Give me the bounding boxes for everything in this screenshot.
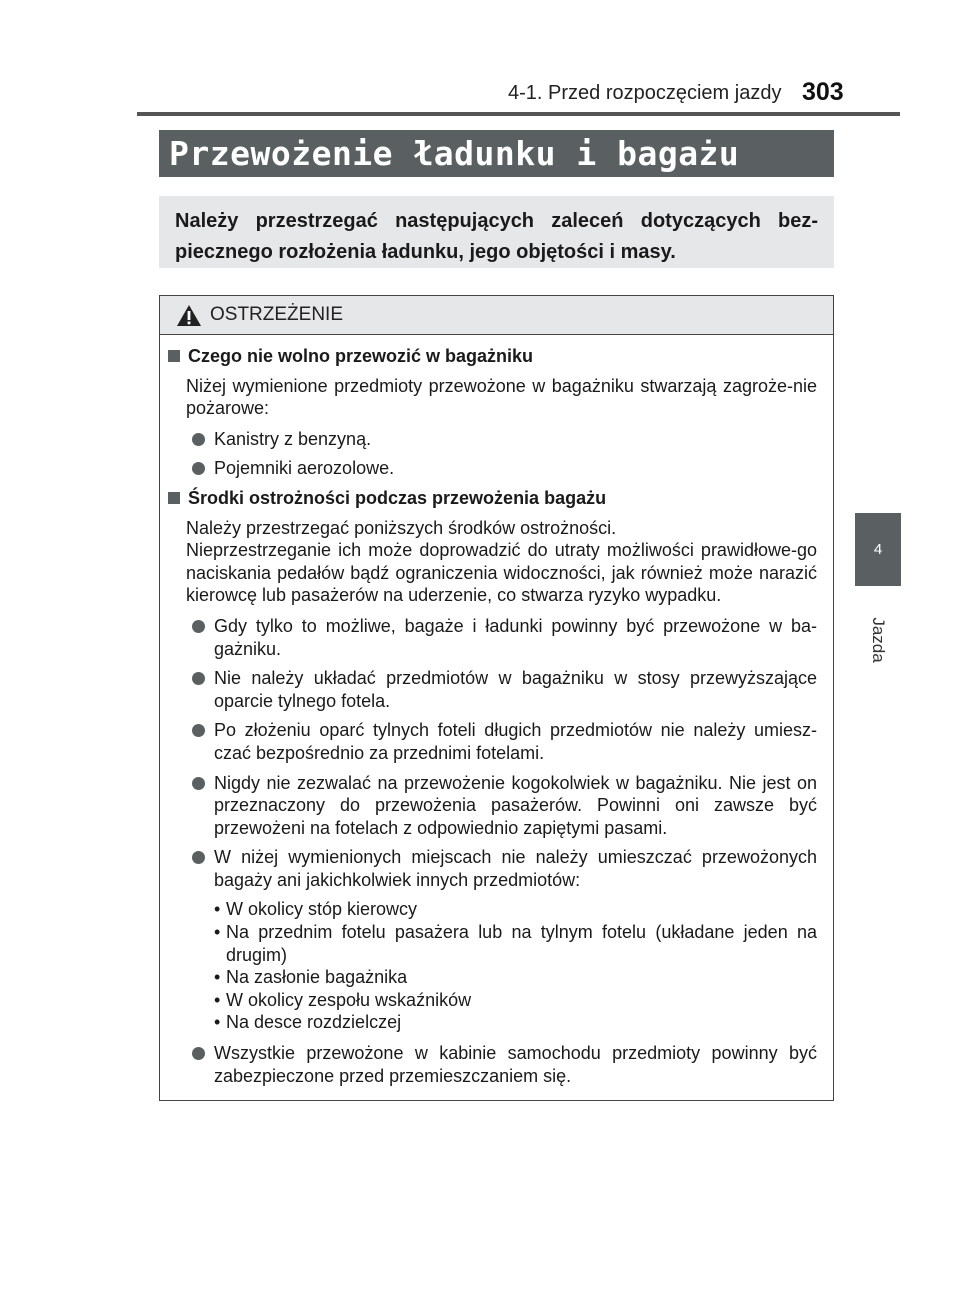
- sub-list-item: • W okolicy zespołu wskaźników: [214, 989, 472, 1010]
- section-text: Nieprzestrzeganie ich może doprowadzić do utraty możliwości prawidłowe-go naciskania pedałów bądź ograniczenia widoczności, jak również może narazić kierowcę lub pasażerów na uderzenie, co stwarza ryzyko wypadku.: [186, 540, 817, 606]
- section-title: Środki ostrożności podczas przewożenia bagażu: [168, 487, 817, 510]
- square-bullet-icon: [168, 492, 180, 504]
- running-header: 4-1. Przed rozpoczęciem jazdy: [508, 82, 782, 104]
- sub-list-item: • W okolicy stóp kierowcy: [214, 899, 418, 920]
- circle-bullet-icon: [192, 462, 205, 475]
- header-rule: [137, 112, 900, 116]
- intro-box: Należy przestrzegać następujących zaleceń dotyczących bez-piecznego rozłożenia ładunku, jego objętości i masy.: [159, 196, 834, 268]
- sub-list-item: • Na przednim fotelu pasażera lub na tylnym fotelu (układane jeden na drugim): [214, 922, 817, 965]
- list-item: W niżej wymienionych miejscach nie należy umieszczać przewożonych bagaży ani jakichkolwiek innych przedmiotów:: [186, 846, 817, 891]
- circle-bullet-icon: [192, 620, 205, 633]
- circle-bullet-icon: [192, 672, 205, 685]
- list-item: Nigdy nie zezwalać na przewożenie kogokolwiek w bagażniku. Nie jest on przeznaczony do przewożenia pasażerów. Powinni oni zawsze być przewożeni na fotelach z odpowiednio zapiętymi pasami.: [186, 772, 817, 840]
- list-item: Gdy tylko to możliwe, bagaże i ładunki powinny być przewożone w ba-gażniku.: [186, 615, 817, 660]
- warning-triangle-icon: [176, 304, 202, 327]
- section-title: Czego nie wolno przewozić w bagażniku: [168, 345, 817, 368]
- circle-bullet-icon: [192, 777, 205, 790]
- warning-header: [160, 296, 833, 335]
- section-text: Należy przestrzegać poniższych środków ostrożności.: [186, 517, 617, 538]
- page-title-bar: [159, 130, 834, 177]
- sub-list-item: • Na zasłonie bagażnika: [214, 967, 408, 988]
- chapter-number: 4: [873, 541, 883, 558]
- sub-list: [214, 898, 817, 1034]
- chapter-label: Jazda: [869, 617, 888, 663]
- list-item: Wszystkie przewożone w kabinie samochodu przedmioty powinny być zabezpieczone przed przemieszczaniem się.: [186, 1042, 817, 1087]
- page-number: 303: [802, 78, 844, 106]
- circle-bullet-icon: [192, 433, 205, 446]
- warning-body: [160, 335, 833, 1087]
- page-title: Przewożenie ładunku i bagażu: [169, 134, 740, 173]
- sub-list-item: • Na desce rozdzielczej: [214, 1012, 402, 1033]
- section-text: Niżej wymienione przedmioty przewożone w bagażniku stwarzają zagroże-nie pożarowe:: [186, 375, 817, 419]
- square-bullet-icon: [168, 350, 180, 362]
- list-item: Nie należy układać przedmiotów w bagażniku w stosy przewyższające oparcie tylnego fotela.: [186, 667, 817, 712]
- list-item: Kanistry z benzyną.: [186, 428, 817, 451]
- circle-bullet-icon: [192, 724, 205, 737]
- circle-bullet-icon: [192, 1047, 205, 1060]
- list-item: Pojemniki aerozolowe.: [186, 457, 817, 480]
- circle-bullet-icon: [192, 851, 205, 864]
- list-item: Po złożeniu oparć tylnych foteli długich przedmiotów nie należy umiesz-czać bezpośrednio za przednimi fotelami.: [186, 719, 817, 764]
- warning-heading: OSTRZEŻENIE: [210, 304, 344, 325]
- warning-box: [159, 295, 834, 1101]
- chapter-tab: [855, 513, 901, 586]
